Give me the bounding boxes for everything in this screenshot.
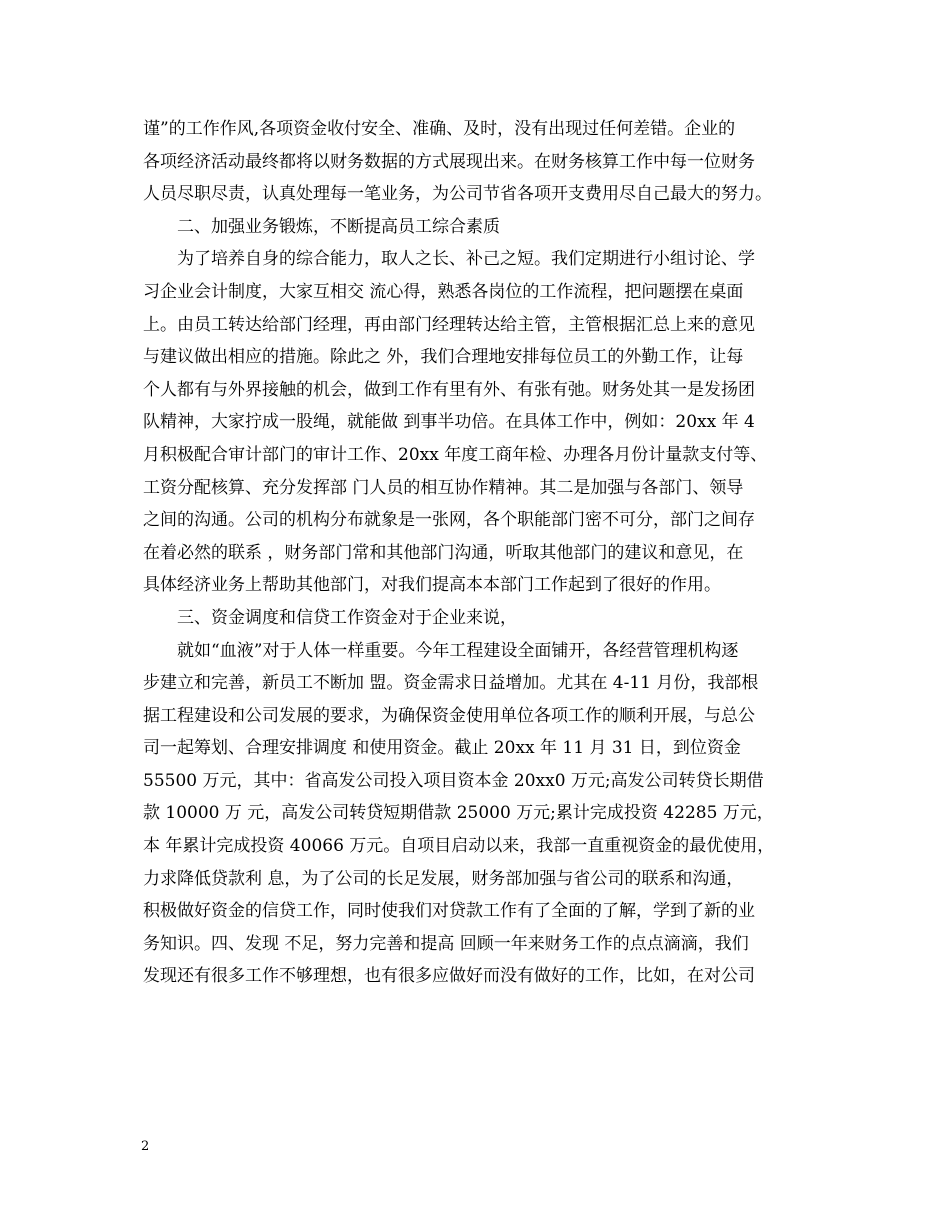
text-line: 力求降低贷款利 息，为了公司的长足发展，财务部加强与省公司的联系和沟通， xyxy=(143,868,744,889)
text-line: 队精神，大家拧成一股绳，就能做 到事半功倍。在具体工作中，例如：20xx 年 4 xyxy=(143,412,755,433)
text-line: 据工程建设和公司发展的要求，为确保资金使用单位各项工作的顺利开展，与总公 xyxy=(143,705,755,726)
text-line: 款 10000 万 元，高发公司转贷短期借款 25000 万元;累计完成投资 42285 万元， xyxy=(143,803,774,824)
section-heading: 三、资金调度和信贷工作资金对于企业来说， xyxy=(143,607,517,628)
text-line: 工资分配核算、充分发挥部 门人员的相互协作精神。其二是加强与各部门、领导 xyxy=(143,477,744,498)
text-line: 上。由员工转达给部门经理，再由部门经理转达给主管，主管根据汇总上来的意见 xyxy=(143,314,755,335)
text-line: 步建立和完善，新员工不断加 盟。资金需求日益增加。尤其在 4-11 月份，我部根 xyxy=(143,673,759,694)
section-heading: 二、加强业务锻炼，不断提高员工综合素质 xyxy=(143,216,500,237)
text-line: 本 年累计完成投资 40066 万元。自项目启动以来，我部一直重视资金的最优使用， xyxy=(143,836,775,857)
text-line: 务知识。四、发现 不足，努力完善和提高 回顾一年来财务工作的点点滴滴，我们 xyxy=(143,933,749,954)
text-line: 月积极配合审计部门的审计工作、20xx 年度工商年检、办理各月份计量款支付等、 xyxy=(143,444,768,465)
text-line: 积极做好资金的信贷工作，同时使我们对贷款工作有了全面的了解，学到了新的业 xyxy=(143,901,755,922)
text-line: 谨”的工作作风,各项资金收付安全、准确、及时，没有出现过任何差错。企业的 xyxy=(143,119,736,139)
text-line: 为了培养自身的综合能力，取人之长、补己之短。我们定期进行小组讨论、学 xyxy=(143,249,755,270)
text-line: 具体经济业务上帮助其他部门，对我们提高本本部门工作起到了很好的作用。 xyxy=(143,575,721,596)
text-line: 之间的沟通。公司的机构分布就象是一张网，各个职能部门密不可分，部门之间存 xyxy=(143,510,755,531)
text-line: 发现还有很多工作不够理想，也有很多应做好而没有做好的工作，比如，在对公司 xyxy=(143,966,755,987)
text-line: 各项经济活动最终都将以财务数据的方式展现出来。在财务核算工作中每一位财务 xyxy=(143,151,755,172)
text-line: 与建议做出相应的措施。除此之 外，我们合理地安排每位员工的外勤工作，让每 xyxy=(143,347,744,368)
text-line: 在着必然的联系 ，财务部门常和其他部门沟通，听取其他部门的建议和意见，在 xyxy=(143,542,744,563)
text-line: 司一起筹划、合理安排调度 和使用资金。截止 20xx 年 11 月 31 日，到位资金 xyxy=(143,738,741,759)
text-line: 就如“血液”对于人体一样重要。今年工程建设全面铺开，各经营管理机构逐 xyxy=(143,640,739,661)
text-line: 个人都有与外界接触的机会，做到工作有里有外、有张有弛。财务处其一是发扬团 xyxy=(143,379,755,400)
text-line: 习企业会计制度，大家互相交 流心得，熟悉各岗位的工作流程，把问题摆在桌面 xyxy=(143,281,744,302)
body-text xyxy=(143,113,823,993)
page-number: 2 xyxy=(141,1139,150,1154)
text-line: 55500 万元，其中：省高发公司投入项目资本金 20xx0 万元;高发公司转贷长期借 xyxy=(143,770,764,791)
text-line: 人员尽职尽责，认真处理每一笔业务，为公司节省各项开支费用尽自己最大的努力。 xyxy=(143,184,772,205)
